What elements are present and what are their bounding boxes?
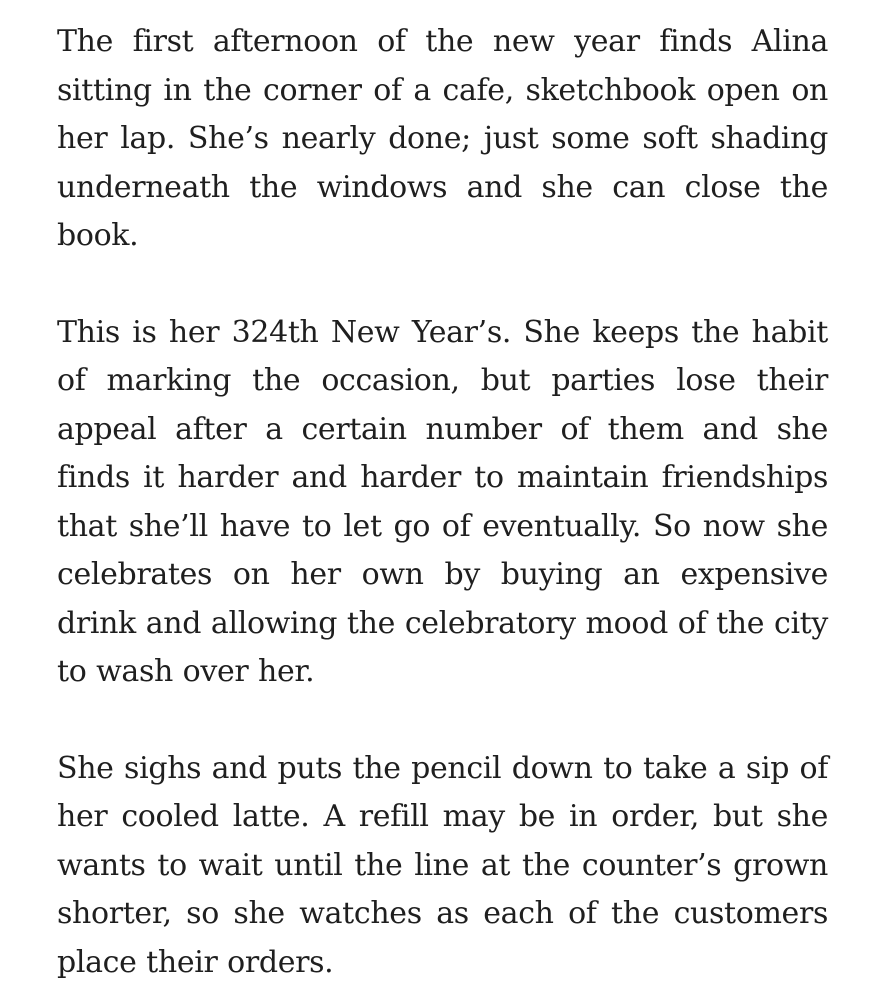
story-paragraph-1: The first afternoon of the new year finds Alina sitting in the corner of a cafe, sketchbook open on her lap. She’s nearly done; just some soft shading underneath the windows and she can close the book. — [57, 24, 828, 253]
story-text — [57, 18, 828, 987]
story-paragraph-3: She sighs and puts the pencil down to take a sip of her cooled latte. A refill may be in order, but she wants to wait until the line at the counter’s grown shorter, so she watches as each of the customers place their orders. — [57, 750, 828, 980]
story-paragraph-2: This is her 324th New Year’s. She keeps the habit of marking the occasion, but parties lose their appeal after a certain number of them and she finds it harder and harder to maintain friendships that she’ll have to let go of eventually. So now she celebrates on her own by buying an expensive drink and allowing the celebratory mood of the city to wash over her. — [57, 314, 828, 689]
